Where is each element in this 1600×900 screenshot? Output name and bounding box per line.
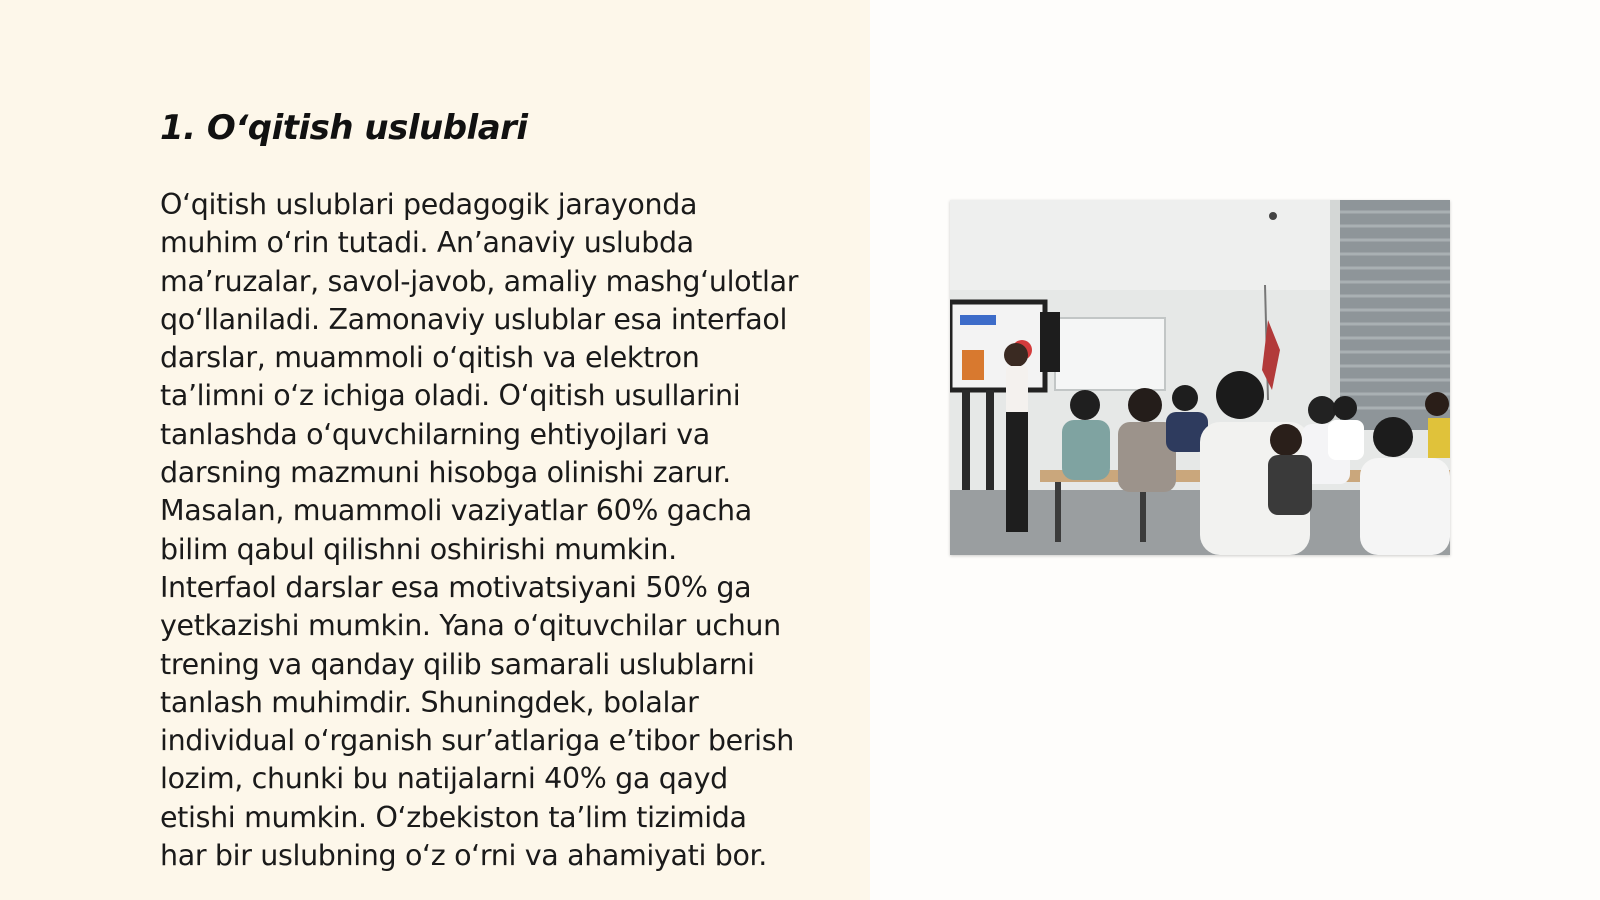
classroom-illustration <box>950 200 1450 555</box>
body-line: individual o‘rganish sur’atlariga e’tibor berish <box>160 724 794 758</box>
body-line: qo‘llaniladi. Zamonaviy uslublar esa interfaol <box>160 302 788 336</box>
body-line: darsning mazmuni hisobga olinishi zarur. <box>160 456 731 490</box>
body-line: har bir uslubning o‘z o‘rni va ahamiyati bor. <box>160 839 768 873</box>
body-line: ma’ruzalar, savol-javob, amaliy mashg‘ulotlar <box>160 264 799 298</box>
body-line: Masalan, muammoli vaziyatlar 60% gacha <box>160 494 752 528</box>
body-line: yetkazishi mumkin. Yana o‘qituvchilar uchun <box>160 609 781 643</box>
body-line: O‘qitish uslublari pedagogik jarayonda <box>160 188 698 221</box>
slide-title: 1. O‘qitish uslublari <box>160 108 528 148</box>
body-line: ta’limni o‘z ichiga oladi. O‘qitish usullarini <box>160 379 741 413</box>
body-line: trening va qanday qilib samarali uslublarni <box>160 647 755 681</box>
body-line: tanlash muhimdir. Shuningdek, bolalar <box>160 685 699 719</box>
body-line: lozim, chunki bu natijalarni 40% ga qayd <box>160 762 728 796</box>
body-line: etishi mumkin. O‘zbekiston ta’lim tizimida <box>160 800 747 834</box>
slide-body <box>160 186 850 875</box>
body-line: muhim o‘rin tutadi. An’anaviy uslubda <box>160 226 694 260</box>
body-line: bilim qabul qilishni oshirishi mumkin. <box>160 532 677 566</box>
body-line: Interfaol darslar esa motivatsiyani 50% ga <box>160 570 752 604</box>
classroom-photo <box>950 200 1450 555</box>
body-line: darslar, muammoli o‘qitish va elektron <box>160 341 700 375</box>
body-line: tanlashda o‘quvchilarning ehtiyojlari va <box>160 417 710 451</box>
